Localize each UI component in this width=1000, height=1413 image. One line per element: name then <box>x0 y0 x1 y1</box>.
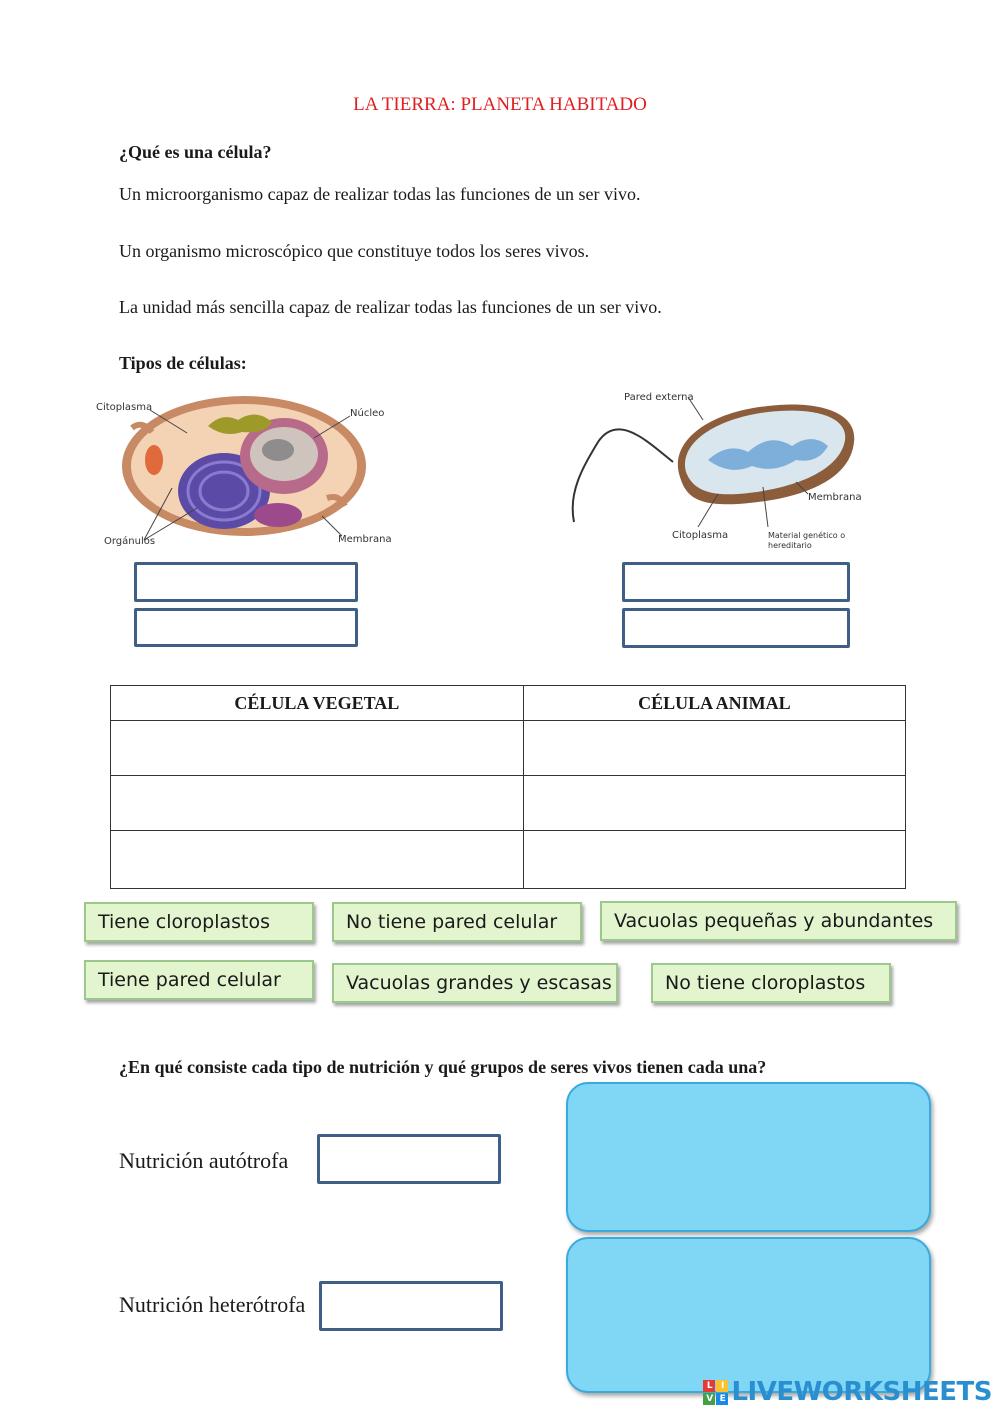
worksheet-title: LA TIERRA: PLANETA HABITADO <box>353 94 647 115</box>
chip-tiene-cloroplastos[interactable]: Tiene cloroplastos <box>84 902 314 942</box>
animal-cell-answer-box-2[interactable] <box>134 608 358 647</box>
label-citoplasma: Citoplasma <box>96 402 153 413</box>
bacteria-answer-box-1[interactable] <box>622 562 850 602</box>
option-1[interactable]: Un microorganismo capaz de realizar todas las funciones de un ser vivo. <box>119 184 641 204</box>
label-material-1: Material genético o <box>768 531 846 540</box>
col-header-vegetal: CÉLULA VEGETAL <box>111 686 524 721</box>
label-membrana: Membrana <box>338 534 392 545</box>
logo-letter: E <box>716 1393 728 1405</box>
table-cell-drop[interactable] <box>523 831 905 889</box>
chip-vacuolas-grandes[interactable]: Vacuolas grandes y escasas <box>332 963 618 1003</box>
question-nutrition: ¿En qué consiste cada tipo de nutrición y qué grupos de seres vivos tienen cada una? <box>119 1057 767 1077</box>
label-bacteria-citoplasma: Citoplasma <box>672 530 729 541</box>
question-what-is-cell: ¿Qué es una célula? <box>119 142 272 162</box>
heterotrofa-description-box[interactable] <box>566 1237 931 1393</box>
table-cell-drop[interactable] <box>111 721 524 776</box>
bacteria-answer-box-2[interactable] <box>622 608 850 648</box>
animal-cell-illustration <box>92 388 402 553</box>
autotrofa-answer-box[interactable] <box>317 1134 501 1184</box>
logo-text: LIVEWORKSHEETS <box>731 1377 992 1407</box>
label-nutricion-heterotrofa: Nutrición heterótrofa <box>119 1292 306 1317</box>
table-cell-drop[interactable] <box>111 831 524 889</box>
label-organulos: Orgánulos <box>104 536 156 547</box>
liveworksheets-logo <box>703 1377 992 1407</box>
logo-badge-icon <box>703 1380 728 1405</box>
chip-tiene-pared[interactable]: Tiene pared celular <box>84 960 314 1000</box>
label-nucleo: Núcleo <box>350 408 385 419</box>
option-3[interactable]: La unidad más sencilla capaz de realizar todas las funciones de un ser vivo. <box>119 297 662 317</box>
logo-letter: I <box>716 1380 728 1392</box>
label-pared-externa: Pared externa <box>624 392 694 403</box>
chip-vacuolas-pequenas[interactable]: Vacuolas pequeñas y abundantes <box>600 901 957 941</box>
logo-letter: V <box>703 1393 715 1405</box>
label-bacteria-membrana: Membrana <box>808 492 862 503</box>
option-2[interactable]: Un organismo microscópico que constituye todos los seres vivos. <box>119 241 590 261</box>
table-cell-drop[interactable] <box>523 721 905 776</box>
label-material-2: hereditario <box>768 541 812 550</box>
col-header-animal: CÉLULA ANIMAL <box>523 686 905 721</box>
label-nutricion-autotrofa: Nutrición autótrofa <box>119 1148 289 1173</box>
logo-letter: L <box>703 1380 715 1392</box>
bacteria-illustration <box>568 382 868 554</box>
chip-no-tiene-cloroplastos[interactable]: No tiene cloroplastos <box>651 963 891 1003</box>
cell-types-heading: Tipos de células: <box>119 353 247 373</box>
animal-cell-answer-box-1[interactable] <box>134 562 358 602</box>
table-cell-drop[interactable] <box>111 776 524 831</box>
heterotrofa-answer-box[interactable] <box>319 1281 503 1331</box>
chip-no-tiene-pared[interactable]: No tiene pared celular <box>332 902 582 942</box>
cell-comparison-table <box>110 685 906 889</box>
autotrofa-description-box[interactable] <box>566 1082 931 1232</box>
table-cell-drop[interactable] <box>523 776 905 831</box>
